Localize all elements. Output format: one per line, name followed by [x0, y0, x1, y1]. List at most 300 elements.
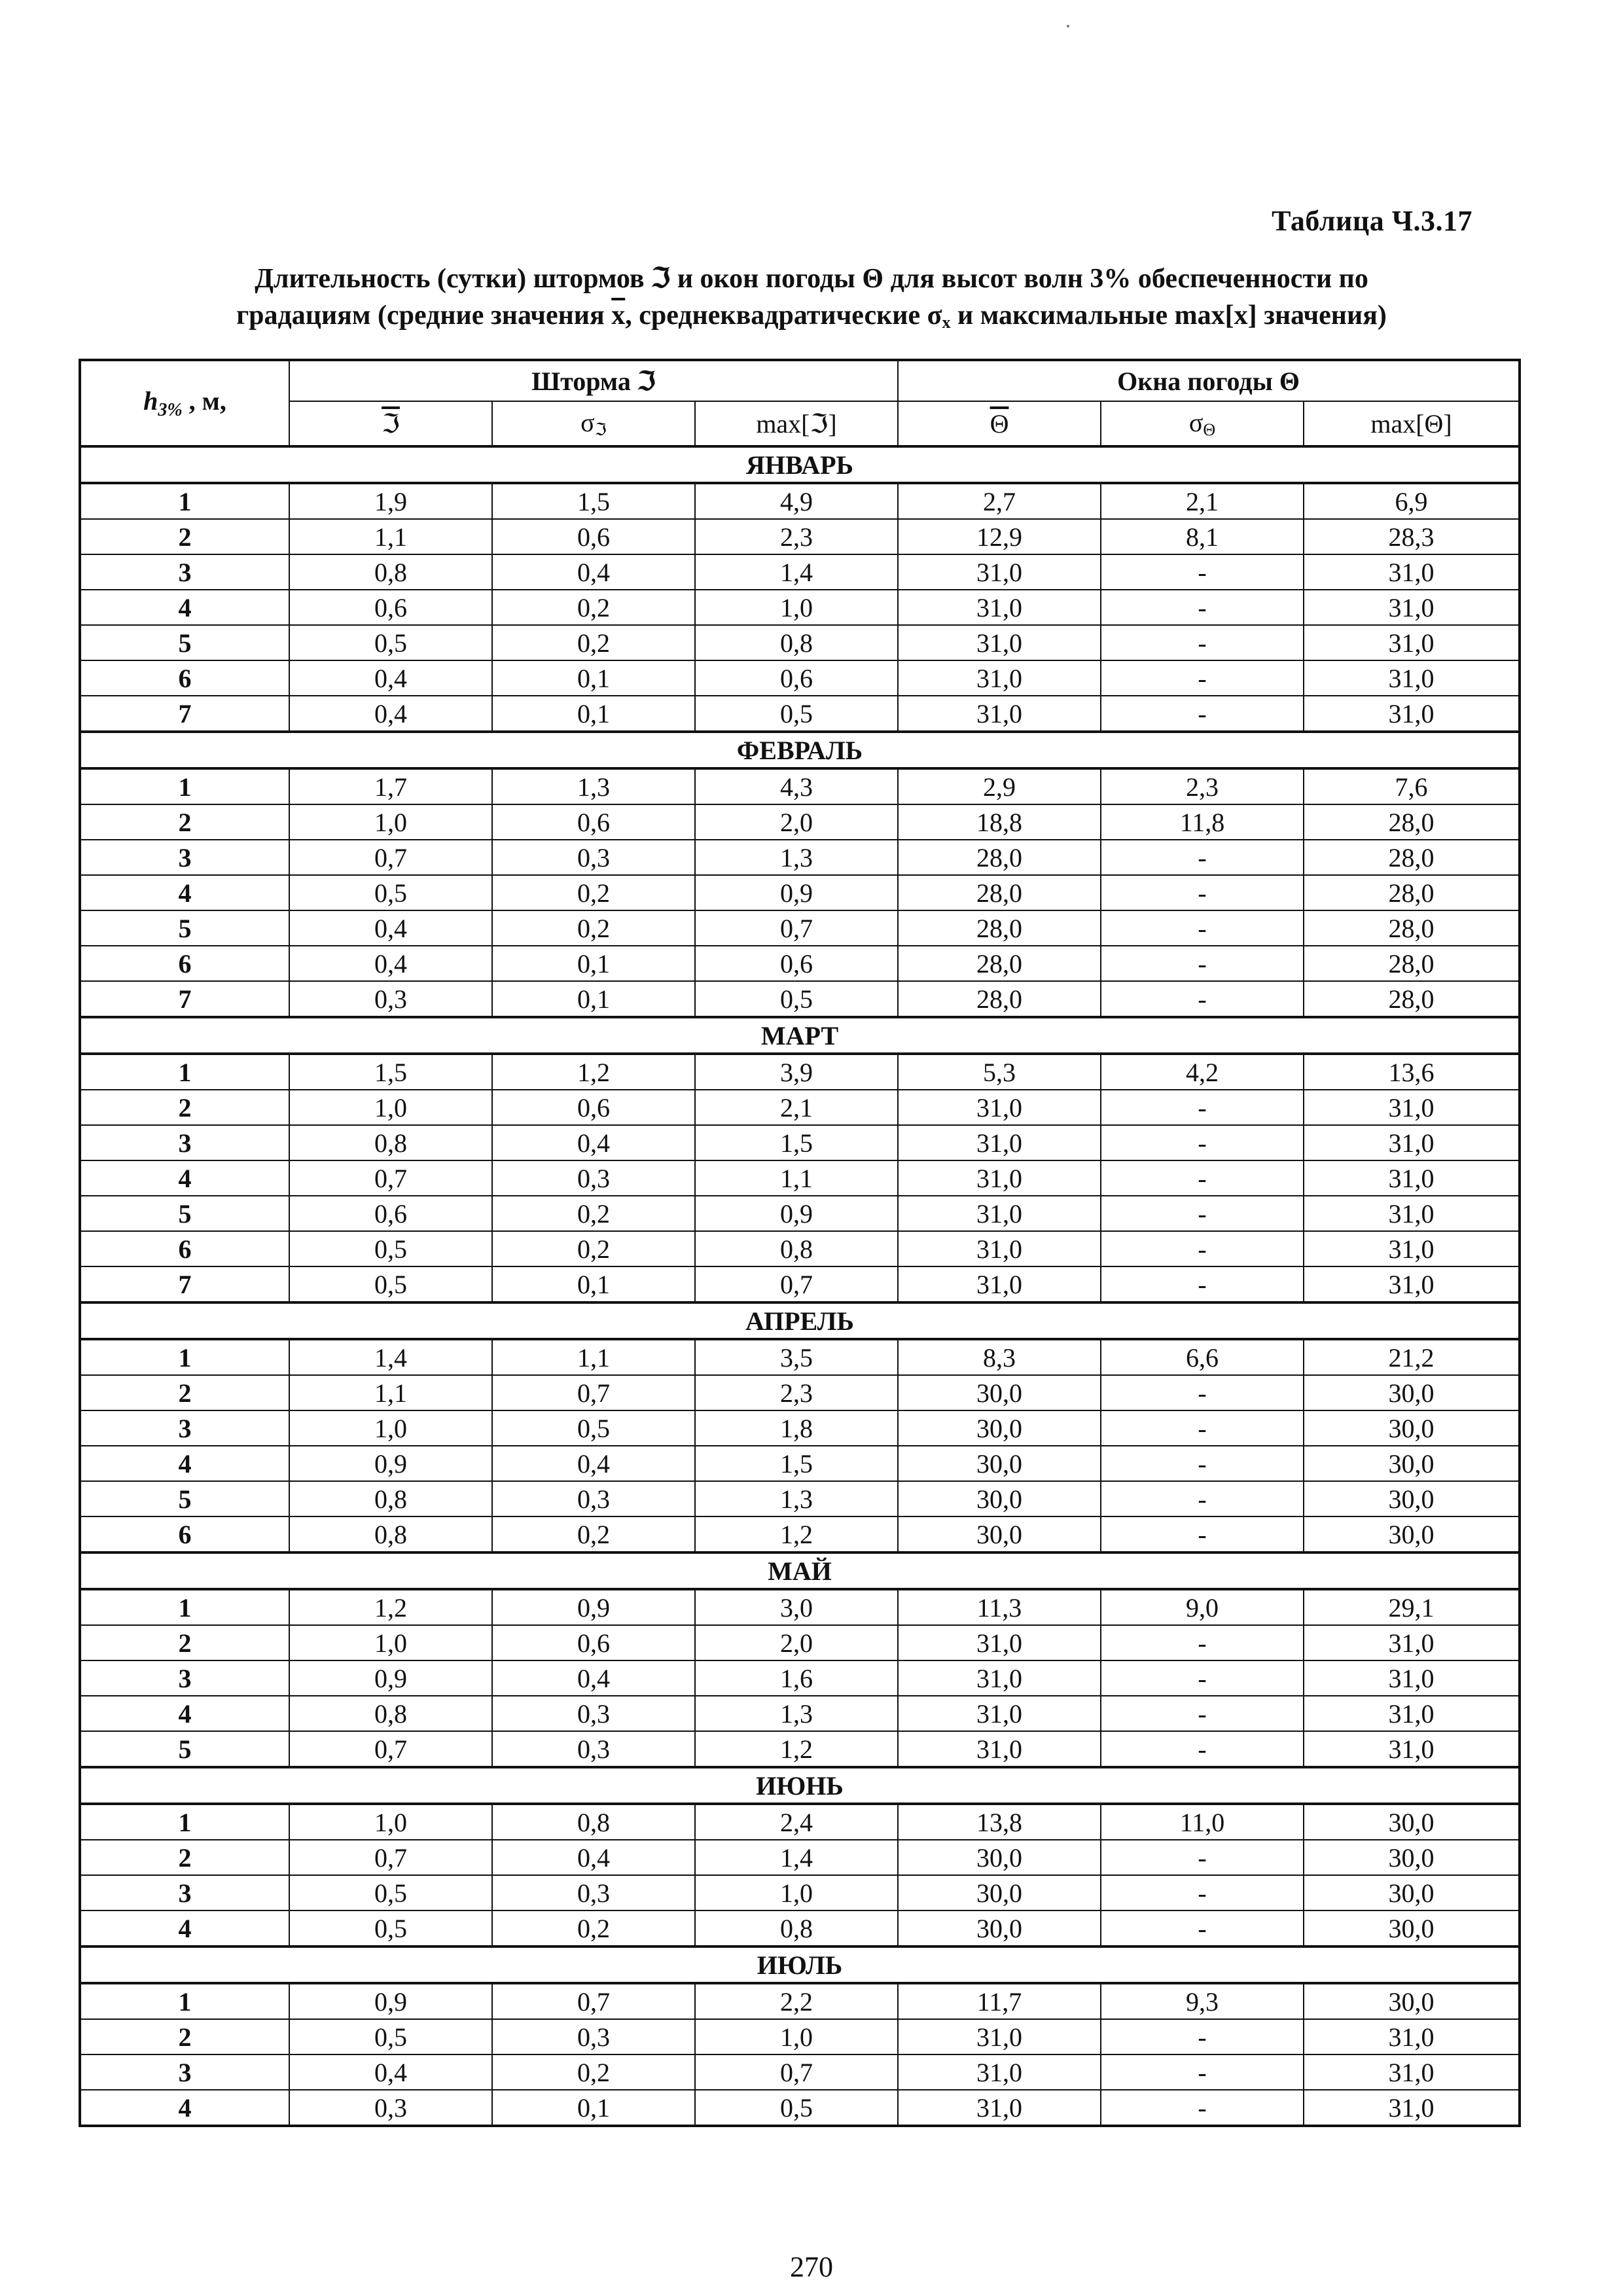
- window-sigma-cell: -: [1101, 1840, 1304, 1875]
- gradation-cell: 1: [80, 1983, 289, 2019]
- table-row: [80, 1804, 1520, 1840]
- storm-mean-cell: 0,5: [289, 875, 492, 910]
- gradation-cell: 3: [80, 1410, 289, 1446]
- storm-max-cell: 0,5: [695, 696, 898, 732]
- window-max-cell: 30,0: [1304, 1804, 1520, 1840]
- gradation-cell: 3: [80, 840, 289, 875]
- gradation-cell: 5: [80, 1731, 289, 1767]
- storm-sigma-cell: 0,6: [492, 519, 695, 554]
- window-mean-cell: 31,0: [898, 2090, 1101, 2126]
- table-row: [80, 1339, 1520, 1375]
- storm-max-cell: 1,5: [695, 1125, 898, 1160]
- window-mean-cell: 8,3: [898, 1339, 1101, 1375]
- storm-max-cell: 1,0: [695, 590, 898, 625]
- storm-mean-cell: 1,7: [289, 768, 492, 804]
- caption-line-2-pre: градациям (средние значения: [236, 300, 612, 331]
- storm-mean-cell: 1,0: [289, 1410, 492, 1446]
- window-mean-cell: 31,0: [898, 554, 1101, 590]
- window-mean-cell: 31,0: [898, 1090, 1101, 1125]
- window-mean-cell: 31,0: [898, 625, 1101, 660]
- storm-sigma-cell: 0,6: [492, 804, 695, 840]
- storm-mean-cell: 1,5: [289, 1054, 492, 1090]
- storm-max-cell: 1,4: [695, 554, 898, 590]
- storm-sigma-cell: 0,2: [492, 1231, 695, 1266]
- storm-mean-cell: 0,4: [289, 696, 492, 732]
- window-sigma-cell: -: [1101, 590, 1304, 625]
- storm-mean-cell: 0,6: [289, 590, 492, 625]
- window-max-cell: 31,0: [1304, 1125, 1520, 1160]
- table-row: [80, 696, 1520, 732]
- gradation-cell: 6: [80, 660, 289, 696]
- table-row: [80, 1840, 1520, 1875]
- storm-sigma-cell: 0,3: [492, 1481, 695, 1516]
- window-sigma-cell: -: [1101, 1660, 1304, 1696]
- window-sigma-cell: 2,3: [1101, 768, 1304, 804]
- gradation-cell: 5: [80, 1196, 289, 1231]
- month-header-row: [80, 1552, 1520, 1589]
- window-max-cell: 29,1: [1304, 1589, 1520, 1625]
- storm-mean-cell: 0,3: [289, 2090, 492, 2126]
- storm-max-cell: 2,4: [695, 1804, 898, 1840]
- storm-sigma-cell: 0,1: [492, 660, 695, 696]
- storm-mean-cell: 1,1: [289, 1375, 492, 1410]
- storm-mean-cell: 0,8: [289, 1696, 492, 1731]
- month-header-row: [80, 1946, 1520, 1983]
- storm-mean-cell: 0,8: [289, 1125, 492, 1160]
- storm-sigma-cell: 0,8: [492, 1804, 695, 1840]
- window-max-cell: 31,0: [1304, 2090, 1520, 2126]
- storm-max-cell: 1,5: [695, 1446, 898, 1481]
- window-max-cell: 30,0: [1304, 1410, 1520, 1446]
- storm-mean-cell: 1,9: [289, 483, 492, 519]
- storm-max-cell: 0,8: [695, 1231, 898, 1266]
- window-mean-cell: 12,9: [898, 519, 1101, 554]
- window-sigma-cell: -: [1101, 1125, 1304, 1160]
- table-row: [80, 1231, 1520, 1266]
- caption-line-2: [79, 297, 1544, 341]
- window-mean-cell: 28,0: [898, 910, 1101, 946]
- storm-max-cell: 1,3: [695, 840, 898, 875]
- storm-sigma-cell: 0,1: [492, 1266, 695, 1302]
- window-mean-cell: 31,0: [898, 2054, 1101, 2090]
- window-sigma-cell: 11,8: [1101, 804, 1304, 840]
- storm-mean-cell: 0,5: [289, 625, 492, 660]
- window-mean-cell: 30,0: [898, 1516, 1101, 1552]
- storm-mean-cell: 0,6: [289, 1196, 492, 1231]
- window-max-cell: 28,0: [1304, 804, 1520, 840]
- storm-mean-cell: 0,3: [289, 981, 492, 1017]
- storm-mean-cell: 0,9: [289, 1660, 492, 1696]
- storm-max-cell: 1,8: [695, 1410, 898, 1446]
- storm-sigma-cell: 0,3: [492, 840, 695, 875]
- month-name: АПРЕЛЬ: [80, 1302, 1520, 1339]
- storm-max-cell: 2,2: [695, 1983, 898, 2019]
- storm-sigma-cell: 0,2: [492, 875, 695, 910]
- window-max-cell: 28,0: [1304, 840, 1520, 875]
- month-header-row: [80, 1767, 1520, 1804]
- header-row-1: [80, 360, 1520, 401]
- gradation-cell: 7: [80, 1266, 289, 1302]
- storm-max-cell: 1,0: [695, 2019, 898, 2054]
- table-row: [80, 946, 1520, 981]
- gradation-cell: 3: [80, 2054, 289, 2090]
- window-max-cell: 31,0: [1304, 660, 1520, 696]
- window-max-cell: 31,0: [1304, 2054, 1520, 2090]
- window-sigma-cell: 11,0: [1101, 1804, 1304, 1840]
- storm-sigma-header: $\sigma_ℑ$: [492, 401, 695, 446]
- storm-mean-cell: 1,0: [289, 1804, 492, 1840]
- window-mean-cell: 11,7: [898, 1983, 1101, 2019]
- window-sigma-cell: -: [1101, 1231, 1304, 1266]
- window-max-cell: 31,0: [1304, 1266, 1520, 1302]
- window-sigma-cell: -: [1101, 554, 1304, 590]
- table-row: [80, 1625, 1520, 1660]
- storm-max-cell: 4,9: [695, 483, 898, 519]
- table-row: [80, 1375, 1520, 1410]
- window-mean-cell: 31,0: [898, 1196, 1101, 1231]
- table-row: [80, 1481, 1520, 1516]
- gradation-cell: 5: [80, 1481, 289, 1516]
- table-row: [80, 1696, 1520, 1731]
- storm-mean-cell: 0,4: [289, 946, 492, 981]
- gradation-cell: 4: [80, 1446, 289, 1481]
- gradation-cell: 4: [80, 590, 289, 625]
- gradation-cell: 1: [80, 1589, 289, 1625]
- window-sigma-cell: -: [1101, 1875, 1304, 1910]
- month-name: ИЮНЬ: [80, 1767, 1520, 1804]
- table-row: [80, 1196, 1520, 1231]
- window-sigma-cell: 2,1: [1101, 483, 1304, 519]
- gradation-cell: 2: [80, 1840, 289, 1875]
- table-row: [80, 1589, 1520, 1625]
- gradation-cell: 3: [80, 1660, 289, 1696]
- table-row: [80, 1266, 1520, 1302]
- table-row: [80, 1731, 1520, 1767]
- storm-sigma-cell: 0,7: [492, 1983, 695, 2019]
- window-sigma-cell: -: [1101, 1266, 1304, 1302]
- window-sigma-header: $\sigma_\Theta$: [1101, 401, 1304, 446]
- storm-sigma-cell: 0,4: [492, 1125, 695, 1160]
- window-sigma-cell: 8,1: [1101, 519, 1304, 554]
- month-name: МАРТ: [80, 1017, 1520, 1054]
- gradation-cell: 4: [80, 1160, 289, 1196]
- gradation-cell: 1: [80, 768, 289, 804]
- storm-sigma-cell: 0,7: [492, 1375, 695, 1410]
- storm-max-cell: 1,3: [695, 1696, 898, 1731]
- table-row: [80, 1054, 1520, 1090]
- window-max-cell: 31,0: [1304, 1660, 1520, 1696]
- window-mean-cell: 30,0: [898, 1481, 1101, 1516]
- caption-line-2-post: и максимальные max[x] значения): [950, 300, 1387, 331]
- window-max-cell: 31,0: [1304, 625, 1520, 660]
- window-mean-cell: 30,0: [898, 1875, 1101, 1910]
- window-sigma-cell: -: [1101, 1375, 1304, 1410]
- table-row: [80, 804, 1520, 840]
- storm-mean-cell: 0,7: [289, 1731, 492, 1767]
- window-sigma-cell: -: [1101, 625, 1304, 660]
- storm-max-cell: 0,8: [695, 1910, 898, 1946]
- table-reference: Таблица Ч.3.17: [1272, 205, 1472, 237]
- window-mean-cell: 28,0: [898, 840, 1101, 875]
- window-mean-cell: 30,0: [898, 1375, 1101, 1410]
- window-max-cell: 7,6: [1304, 768, 1520, 804]
- storm-sigma-cell: 0,2: [492, 1196, 695, 1231]
- table-row: [80, 1090, 1520, 1125]
- window-sigma-cell: -: [1101, 1446, 1304, 1481]
- gradation-cell: 6: [80, 1516, 289, 1552]
- storm-max-cell: 1,4: [695, 1840, 898, 1875]
- window-mean-cell: 31,0: [898, 1731, 1101, 1767]
- storm-max-cell: 2,0: [695, 804, 898, 840]
- table-row: [80, 1910, 1520, 1946]
- window-sigma-cell: -: [1101, 946, 1304, 981]
- storm-mean-cell: 0,8: [289, 1516, 492, 1552]
- window-mean-header: $\overline{\Theta}$: [898, 401, 1101, 446]
- window-max-cell: 30,0: [1304, 1983, 1520, 2019]
- month-name: ИЮЛЬ: [80, 1946, 1520, 1983]
- window-mean-cell: 2,9: [898, 768, 1101, 804]
- gradation-cell: 2: [80, 1375, 289, 1410]
- gradation-cell: 2: [80, 804, 289, 840]
- storm-mean-cell: 0,5: [289, 1231, 492, 1266]
- storm-mean-cell: 0,5: [289, 1875, 492, 1910]
- window-mean-cell: 31,0: [898, 1625, 1101, 1660]
- window-mean-cell: 28,0: [898, 946, 1101, 981]
- window-mean-cell: 11,3: [898, 1589, 1101, 1625]
- gradation-cell: 6: [80, 946, 289, 981]
- table-row: [80, 2019, 1520, 2054]
- gradation-cell: 2: [80, 1090, 289, 1125]
- window-max-cell: 31,0: [1304, 1160, 1520, 1196]
- storm-mean-cell: 1,2: [289, 1589, 492, 1625]
- storm-mean-cell: 0,5: [289, 1910, 492, 1946]
- gradation-cell: 6: [80, 1231, 289, 1266]
- window-mean-cell: 30,0: [898, 1910, 1101, 1946]
- window-mean-cell: 31,0: [898, 590, 1101, 625]
- window-sigma-cell: 9,3: [1101, 1983, 1304, 2019]
- storm-sigma-cell: 0,1: [492, 696, 695, 732]
- table-row: [80, 1516, 1520, 1552]
- window-max-cell: 30,0: [1304, 1481, 1520, 1516]
- window-mean-cell: 30,0: [898, 1446, 1101, 1481]
- page-number: 270: [790, 2251, 833, 2283]
- gradation-cell: 7: [80, 981, 289, 1017]
- storm-max-cell: 0,6: [695, 660, 898, 696]
- storm-mean-cell: 0,5: [289, 2019, 492, 2054]
- window-max-cell: 28,3: [1304, 519, 1520, 554]
- height-gradation-header: $h_{3\%}$ , м,: [80, 360, 289, 446]
- window-max-cell: 31,0: [1304, 1196, 1520, 1231]
- storm-sigma-cell: 0,4: [492, 1660, 695, 1696]
- storm-max-cell: 1,2: [695, 1731, 898, 1767]
- storm-max-cell: 0,5: [695, 981, 898, 1017]
- window-max-cell: 30,0: [1304, 1516, 1520, 1552]
- window-mean-cell: 30,0: [898, 1840, 1101, 1875]
- storm-max-cell: 0,8: [695, 625, 898, 660]
- storm-sigma-cell: 0,1: [492, 946, 695, 981]
- window-sigma-cell: -: [1101, 981, 1304, 1017]
- window-max-cell: 28,0: [1304, 875, 1520, 910]
- storm-mean-cell: 0,4: [289, 910, 492, 946]
- storm-mean-cell: 0,9: [289, 1983, 492, 2019]
- scan-speck: [1067, 25, 1069, 27]
- window-sigma-cell: -: [1101, 840, 1304, 875]
- storm-max-cell: 0,7: [695, 1266, 898, 1302]
- storm-mean-cell: 1,1: [289, 519, 492, 554]
- table-row: [80, 910, 1520, 946]
- storm-mean-cell: 0,4: [289, 2054, 492, 2090]
- window-sigma-cell: -: [1101, 660, 1304, 696]
- month-header-row: [80, 446, 1520, 483]
- table-row: [80, 483, 1520, 519]
- gradation-cell: 2: [80, 1625, 289, 1660]
- storm-max-cell: 0,6: [695, 946, 898, 981]
- table-row: [80, 1660, 1520, 1696]
- storm-max-cell: 1,1: [695, 1160, 898, 1196]
- window-max-cell: 13,6: [1304, 1054, 1520, 1090]
- window-sigma-cell: -: [1101, 1481, 1304, 1516]
- window-mean-cell: 31,0: [898, 1125, 1101, 1160]
- storms-group-header: Шторма ℑ: [289, 360, 898, 401]
- window-sigma-cell: -: [1101, 696, 1304, 732]
- window-max-cell: 31,0: [1304, 2019, 1520, 2054]
- window-mean-cell: 28,0: [898, 875, 1101, 910]
- window-mean-cell: 31,0: [898, 1160, 1101, 1196]
- table-row: [80, 519, 1520, 554]
- table-row: [80, 1875, 1520, 1910]
- window-max-cell: 28,0: [1304, 910, 1520, 946]
- window-max-cell: 30,0: [1304, 1910, 1520, 1946]
- storm-sigma-cell: 1,1: [492, 1339, 695, 1375]
- table-row: [80, 840, 1520, 875]
- table-row: [80, 1983, 1520, 2019]
- window-sigma-cell: -: [1101, 1090, 1304, 1125]
- window-mean-cell: 18,8: [898, 804, 1101, 840]
- storm-mean-cell: 0,9: [289, 1446, 492, 1481]
- window-max-cell: 21,2: [1304, 1339, 1520, 1375]
- window-sigma-cell: 4,2: [1101, 1054, 1304, 1090]
- gradation-cell: 1: [80, 1054, 289, 1090]
- storm-sigma-cell: 0,6: [492, 1090, 695, 1125]
- storm-sigma-cell: 0,4: [492, 1840, 695, 1875]
- gradation-cell: 1: [80, 483, 289, 519]
- storm-mean-cell: 0,7: [289, 1160, 492, 1196]
- storm-mean-cell: 1,0: [289, 804, 492, 840]
- gradation-cell: 4: [80, 2090, 289, 2126]
- storm-max-cell: 4,3: [695, 768, 898, 804]
- window-sigma-cell: 6,6: [1101, 1339, 1304, 1375]
- month-header-row: [80, 1302, 1520, 1339]
- storm-sigma-cell: 0,2: [492, 625, 695, 660]
- gradation-cell: 3: [80, 1125, 289, 1160]
- table-row: [80, 1410, 1520, 1446]
- storm-sigma-cell: 0,2: [492, 910, 695, 946]
- table-row: [80, 1446, 1520, 1481]
- window-max-cell: 31,0: [1304, 696, 1520, 732]
- storm-max-cell: 1,6: [695, 1660, 898, 1696]
- storm-mean-cell: 0,8: [289, 554, 492, 590]
- storm-sigma-cell: 0,2: [492, 1516, 695, 1552]
- table-row: [80, 875, 1520, 910]
- window-max-cell: 31,0: [1304, 1090, 1520, 1125]
- gradation-cell: 4: [80, 875, 289, 910]
- storm-max-cell: 0,9: [695, 875, 898, 910]
- storm-sigma-cell: 0,3: [492, 2019, 695, 2054]
- gradation-cell: 5: [80, 625, 289, 660]
- storm-mean-cell: 0,8: [289, 1481, 492, 1516]
- storm-sigma-cell: 0,2: [492, 590, 695, 625]
- storm-sigma-cell: 0,2: [492, 1910, 695, 1946]
- window-sigma-cell: -: [1101, 2019, 1304, 2054]
- month-name: ФЕВРАЛЬ: [80, 732, 1520, 768]
- window-sigma-cell: -: [1101, 1196, 1304, 1231]
- storm-mean-cell: 0,4: [289, 660, 492, 696]
- storm-sigma-cell: 0,6: [492, 1625, 695, 1660]
- table-body: [80, 446, 1520, 2126]
- storm-mean-cell: 0,7: [289, 1840, 492, 1875]
- gradation-cell: 5: [80, 910, 289, 946]
- storm-max-cell: 1,3: [695, 1481, 898, 1516]
- storm-max-cell: 1,2: [695, 1516, 898, 1552]
- window-mean-cell: 30,0: [898, 1410, 1101, 1446]
- storm-sigma-cell: 0,3: [492, 1160, 695, 1196]
- window-max-cell: 30,0: [1304, 1446, 1520, 1481]
- storm-max-cell: 0,5: [695, 2090, 898, 2126]
- storm-sigma-cell: 0,3: [492, 1731, 695, 1767]
- gradation-cell: 1: [80, 1804, 289, 1840]
- gradation-cell: 2: [80, 2019, 289, 2054]
- weather-windows-group-header: Окна погоды Θ: [898, 360, 1520, 401]
- storm-sigma-cell: 0,4: [492, 554, 695, 590]
- table-row: [80, 2054, 1520, 2090]
- storm-mean-cell: 1,0: [289, 1090, 492, 1125]
- storm-max-cell: 2,1: [695, 1090, 898, 1125]
- window-max-cell: 31,0: [1304, 1696, 1520, 1731]
- window-sigma-cell: -: [1101, 1410, 1304, 1446]
- window-max-cell: 30,0: [1304, 1840, 1520, 1875]
- window-mean-cell: 31,0: [898, 696, 1101, 732]
- storm-sigma-cell: 0,5: [492, 1410, 695, 1446]
- window-mean-cell: 31,0: [898, 1266, 1101, 1302]
- month-header-row: [80, 732, 1520, 768]
- table-row: [80, 2090, 1520, 2126]
- storm-max-cell: 0,7: [695, 910, 898, 946]
- gradation-cell: 3: [80, 1875, 289, 1910]
- caption-sigma-sub: x: [942, 313, 951, 332]
- table-row: [80, 1160, 1520, 1196]
- gradation-cell: 4: [80, 1696, 289, 1731]
- window-mean-cell: 13,8: [898, 1804, 1101, 1840]
- window-max-cell: 28,0: [1304, 981, 1520, 1017]
- window-sigma-cell: -: [1101, 1625, 1304, 1660]
- storm-sigma-cell: 1,2: [492, 1054, 695, 1090]
- window-max-cell: 31,0: [1304, 554, 1520, 590]
- window-max-cell: 28,0: [1304, 946, 1520, 981]
- table-row: [80, 981, 1520, 1017]
- table-row: [80, 660, 1520, 696]
- table-row: [80, 590, 1520, 625]
- storm-mean-cell: 0,5: [289, 1266, 492, 1302]
- window-max-cell: 30,0: [1304, 1375, 1520, 1410]
- window-sigma-cell: -: [1101, 1696, 1304, 1731]
- storm-sigma-cell: 0,3: [492, 1875, 695, 1910]
- storm-max-cell: 3,9: [695, 1054, 898, 1090]
- storm-max-cell: 0,9: [695, 1196, 898, 1231]
- storm-max-cell: 0,7: [695, 2054, 898, 2090]
- window-mean-cell: 31,0: [898, 1231, 1101, 1266]
- storm-max-cell: 2,3: [695, 1375, 898, 1410]
- storm-sigma-cell: 0,3: [492, 1696, 695, 1731]
